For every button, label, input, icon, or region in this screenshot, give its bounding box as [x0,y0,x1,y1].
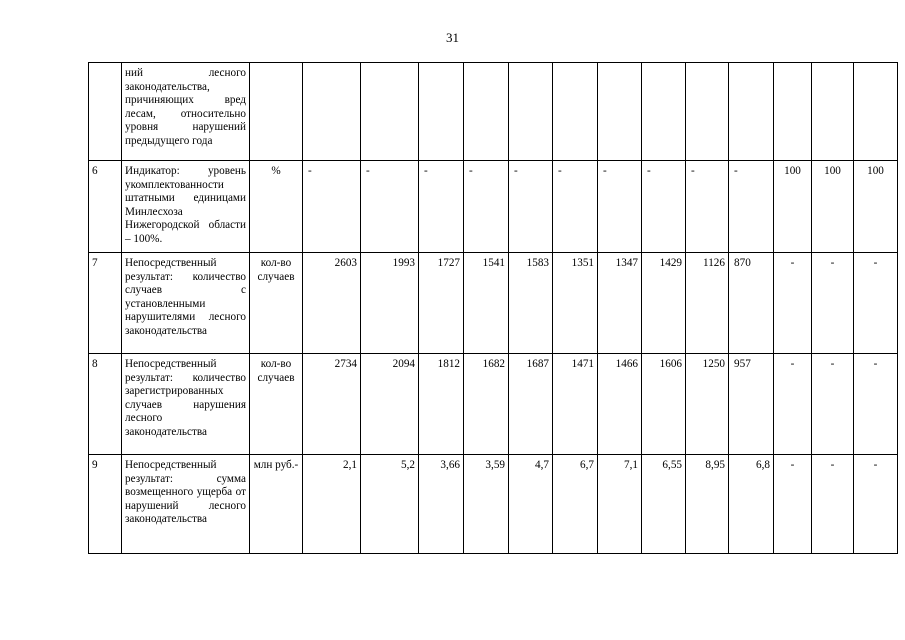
row-number-cell: 8 [89,354,122,455]
value-cell [642,63,686,161]
value-cell: 6,8 [729,455,774,554]
value-cell: - [812,455,854,554]
value-cell: 1583 [509,253,553,354]
value-cell: 870 [729,253,774,354]
value-cell: 1126 [686,253,729,354]
value-cell [812,63,854,161]
row-number-cell: 9 [89,455,122,554]
value-cell: 1351 [553,253,598,354]
value-cell: 2,1 [303,455,361,554]
unit-cell [250,63,303,161]
indicator-name-cell: Непосредственный результат: количество случаев с установленными нарушителями лесного законодательства [122,253,250,354]
indicator-table [88,62,898,554]
value-cell: - [812,253,854,354]
value-cell: - [854,455,898,554]
value-cell: 2094 [361,354,419,455]
unit-cell: кол-во случаев [250,253,303,354]
value-cell: 3,66 [419,455,464,554]
value-cell: 100 [854,161,898,253]
value-cell: - [419,161,464,253]
value-cell: 1250 [686,354,729,455]
unit-cell: кол-во случаев [250,354,303,455]
value-cell: 1466 [598,354,642,455]
value-cell: - [774,354,812,455]
value-cell: - [812,354,854,455]
unit-cell: % [250,161,303,253]
value-cell: 1727 [419,253,464,354]
value-cell [509,63,553,161]
value-cell: - [642,161,686,253]
value-cell: - [854,354,898,455]
value-cell: 1687 [509,354,553,455]
value-cell [686,63,729,161]
indicator-name-cell: Непосредственный результат: количество зарегистрированных случаев нарушения лесного законодательства [122,354,250,455]
value-cell [854,63,898,161]
value-cell: - [854,253,898,354]
value-cell [598,63,642,161]
indicator-name-cell: Непосредственный результат: сумма возмещенного ущерба от нарушений лесного законодательства [122,455,250,554]
table-row [89,455,898,554]
value-cell: 100 [774,161,812,253]
value-cell: 1347 [598,253,642,354]
value-cell: 3,59 [464,455,509,554]
value-cell: 1429 [642,253,686,354]
value-cell: 6,7 [553,455,598,554]
value-cell: - [686,161,729,253]
value-cell: 4,7 [509,455,553,554]
value-cell [774,63,812,161]
value-cell: - [464,161,509,253]
value-cell: 1682 [464,354,509,455]
value-cell: 1812 [419,354,464,455]
value-cell [303,63,361,161]
value-cell [464,63,509,161]
value-cell [361,63,419,161]
value-cell: - [774,455,812,554]
value-cell: 5,2 [361,455,419,554]
value-cell: 1541 [464,253,509,354]
value-cell [553,63,598,161]
row-number-cell: 7 [89,253,122,354]
value-cell: 7,1 [598,455,642,554]
value-cell [419,63,464,161]
indicator-name-cell: Индикатор: уровень укомплектованности штатными единицами Минлесхоза Нижегородской области – 100%. [122,161,250,253]
value-cell: 100 [812,161,854,253]
row-number-cell: 6 [89,161,122,253]
value-cell [729,63,774,161]
value-cell: - [361,161,419,253]
value-cell: 1993 [361,253,419,354]
value-cell: - [553,161,598,253]
value-cell: 957 [729,354,774,455]
value-cell: - [509,161,553,253]
value-cell: - [598,161,642,253]
value-cell: 2603 [303,253,361,354]
value-cell: 2734 [303,354,361,455]
value-cell: - [303,161,361,253]
table-row [89,253,898,354]
row-number-cell [89,63,122,161]
value-cell: 1606 [642,354,686,455]
value-cell: 6,55 [642,455,686,554]
indicator-name-cell: ний лесного законодательства, причиняющих вред лесам, относительно уровня нарушений предыдущего года [122,63,250,161]
value-cell: - [729,161,774,253]
page-number: 31 [446,30,459,45]
table-row [89,161,898,253]
table-row [89,63,898,161]
value-cell: - [774,253,812,354]
value-cell: 8,95 [686,455,729,554]
unit-cell: млн руб.- [250,455,303,554]
table-row [89,354,898,455]
value-cell: 1471 [553,354,598,455]
